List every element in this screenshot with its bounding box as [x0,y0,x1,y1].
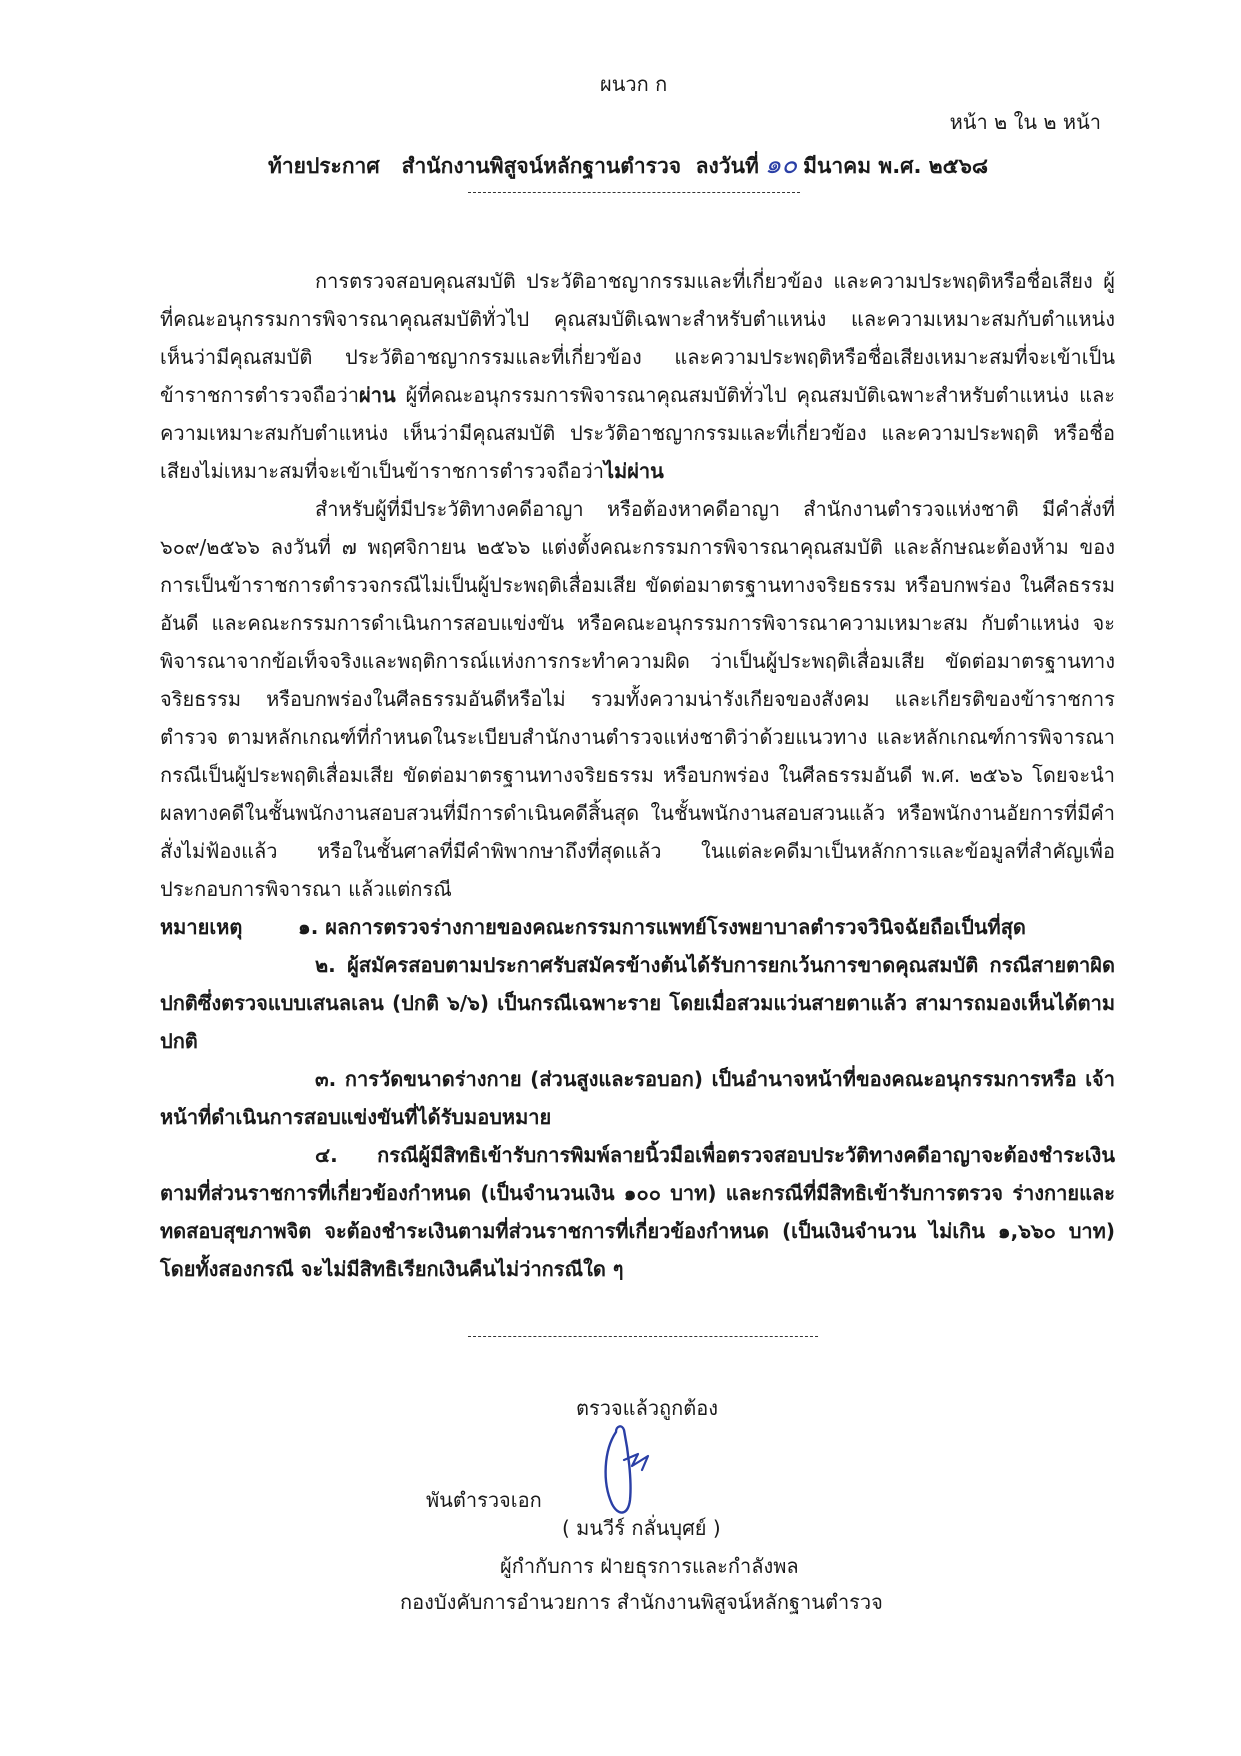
paragraph-criminal-record: สำหรับผู้ที่มีประวัติทางคดีอาญา หรือต้องหาคดีอาญา สำนักงานตำรวจแห่งชาติ มีคำสั่งที่ ๖๐๙/๒๕๖๖ ลงวันที่ ๗ พฤศจิกายน ๒๕๖๖ แต่งตั้งคณะกรรมการพิจารณาคุณสมบัติ และลักษณะต้องห้าม ของการเป็นข้าราชการตำรวจกรณีไม่เป็นผู้ประพฤติเสื่อมเสีย ขัดต่อมาตรฐานทางจริยธรรม หรือบกพร่อง ในศีลธรรมอันดี และคณะกรรมการดำเนินการสอบแข่งขัน หรือคณะอนุกรรมการพิจารณาความเหมาะสม กับตำแหน่ง จะพิจารณาจากข้อเท็จจริงและพฤติการณ์แห่งการกระทำความผิด ว่าเป็นผู้ประพฤติเสื่อมเสีย ขัดต่อมาตรฐานทางจริยธรรม หรือบกพร่องในศีลธรรมอันดีหรือไม่ รวมทั้งความน่ารังเกียจของสังคม และเกียรติของข้าราชการตำรวจ ตามหลักเกณฑ์ที่กำหนดในระเบียบสำนักงานตำรวจแห่งชาติว่าด้วยแนวทาง และหลักเกณฑ์การพิจารณากรณีเป็นผู้ประพฤติเสื่อมเสีย ขัดต่อมาตรฐานทางจริยธรรม หรือบกพร่อง ในศีลธรรมอันดี พ.ศ. ๒๕๖๖ โดยจะนำผลทางคดีในชั้นพนักงานสอบสวนที่มีการดำเนินคดีสิ้นสุด ในชั้นพนักงานสอบสวนแล้ว หรือพนักงานอัยการที่มีคำสั่งไม่ฟ้องแล้ว หรือในชั้นศาลที่มีคำพิพากษาถึงที่สุดแล้ว ในแต่ละคดีมาเป็นหลักการและข้อมูลที่สำคัญเพื่อประกอบการพิจารณา แล้วแต่กรณี [160,497,1115,901]
paragraph-qualification [160,262,1115,490]
header-month-year: มีนาคม พ.ศ. ๒๕๖๘ [803,154,989,178]
header-prefix: ท้ายประกาศ [268,154,380,178]
divider-bottom [468,1336,818,1337]
signer-name: ( มนวีร์ กลั่นบุศย์ ) [562,1516,721,1540]
announcement-header [268,144,988,185]
note-item [160,908,1115,946]
note-item: ๒. ผู้สมัครสอบตามประกาศรับสมัครข้างต้นได้รับการยกเว้นการขาดคุณสมบัติ กรณีสายตาผิดปกติซึ่งตรวจแบบเสนลเลน (ปกติ ๖/๖) เป็นกรณีเฉพาะราย โดยเมื่อสวมแว่นสายตาแล้ว สามารถมองเห็นได้ตามปกติ [160,953,1115,1053]
note-item: ๓. การวัดขนาดร่างกาย (ส่วนสูงและรอบอก) เป็นอำนาจหน้าที่ของคณะอนุกรรมการหรือ เจ้าหน้าที่ดำเนินการสอบแข่งขันที่ได้รับมอบหมาย [160,1067,1115,1129]
annex-title: ผนวก ก [600,72,668,96]
header-agency: สำนักงานพิสูจน์หลักฐานตำรวจ [401,154,682,178]
verified-text: ตรวจแล้วถูกต้อง [576,1396,719,1420]
signer-rank: พันตำรวจเอก [426,1488,542,1512]
document-body [160,262,1115,1288]
fail-term: ไม่ผ่าน [603,459,664,483]
signature-mark [598,1420,668,1520]
pass-term: ผ่าน [359,383,396,407]
divider-top [468,192,800,193]
handwritten-date: ๑๐ [764,150,798,180]
signer-position: ผู้กำกับการ ฝ่ายธุรการและกำลังพล [500,1554,799,1578]
signer-organization: กองบังคับการอำนวยการ สำนักงานพิสูจน์หลักฐานตำรวจ [400,1590,883,1614]
paragraph-text: ผู้ที่คณะอนุกรรมการพิจารณาคุณสมบัติทั่วไป คุณสมบัติเฉพาะสำหรับตำแหน่ง และความเหมาะสมกับตำแหน่ง เห็นว่ามีคุณสมบัติ ประวัติอาชญากรรมและที่เกี่ยวข้อง และความประพฤติ หรือชื่อเสียงไม่เหมาะสมที่จะเข้าเป็นข้าราชการตำรวจถือว่า [160,383,1115,483]
note-text: ๑. ผลการตรวจร่างกายของคณะกรรมการแพทย์โรงพยาบาลตำรวจวินิจฉัยถือเป็นที่สุด [298,915,1026,939]
paragraph-text: การตรวจสอบคุณสมบัติ ประวัติอาชญากรรมและที่เกี่ยวข้อง และความประพฤติหรือชื่อเสียง ผู้ที่คณะอนุกรรมการพิจารณาคุณสมบัติทั่วไป คุณสมบัติเฉพาะสำหรับตำแหน่ง และความเหมาะสมกับตำแหน่ง เห็นว่ามีคุณสมบัติ ประวัติอาชญากรรมและที่เกี่ยวข้อง และความประพฤติหรือชื่อเสียงเหมาะสมที่จะเข้าเป็น ข้าราชการตำรวจถือว่า [160,269,1115,407]
page-number: หน้า ๒ ใน ๒ หน้า [949,110,1101,134]
notes-section [160,908,1115,1288]
notes-label: หมายเหตุ [160,915,243,939]
header-date-label: ลงวันที่ [695,154,759,178]
note-item: ๔. กรณีผู้มีสิทธิเข้ารับการพิมพ์ลายนิ้วมือเพื่อตรวจสอบประวัติทางคดีอาญาจะต้องชำระเงิน ตามที่ส่วนราชการที่เกี่ยวข้องกำหนด (เป็นจำนวนเงิน ๑๐๐ บาท) และกรณีที่มีสิทธิเข้ารับการตรวจ ร่างกายและทดสอบสุขภาพจิต จะต้องชำระเงินตามที่ส่วนราชการที่เกี่ยวข้องกำหนด (เป็นเงินจำนวน ไม่เกิน ๑,๖๖๐ บาท) โดยทั้งสองกรณี จะไม่มีสิทธิเรียกเงินคืนไม่ว่ากรณีใด ๆ [160,1143,1115,1281]
